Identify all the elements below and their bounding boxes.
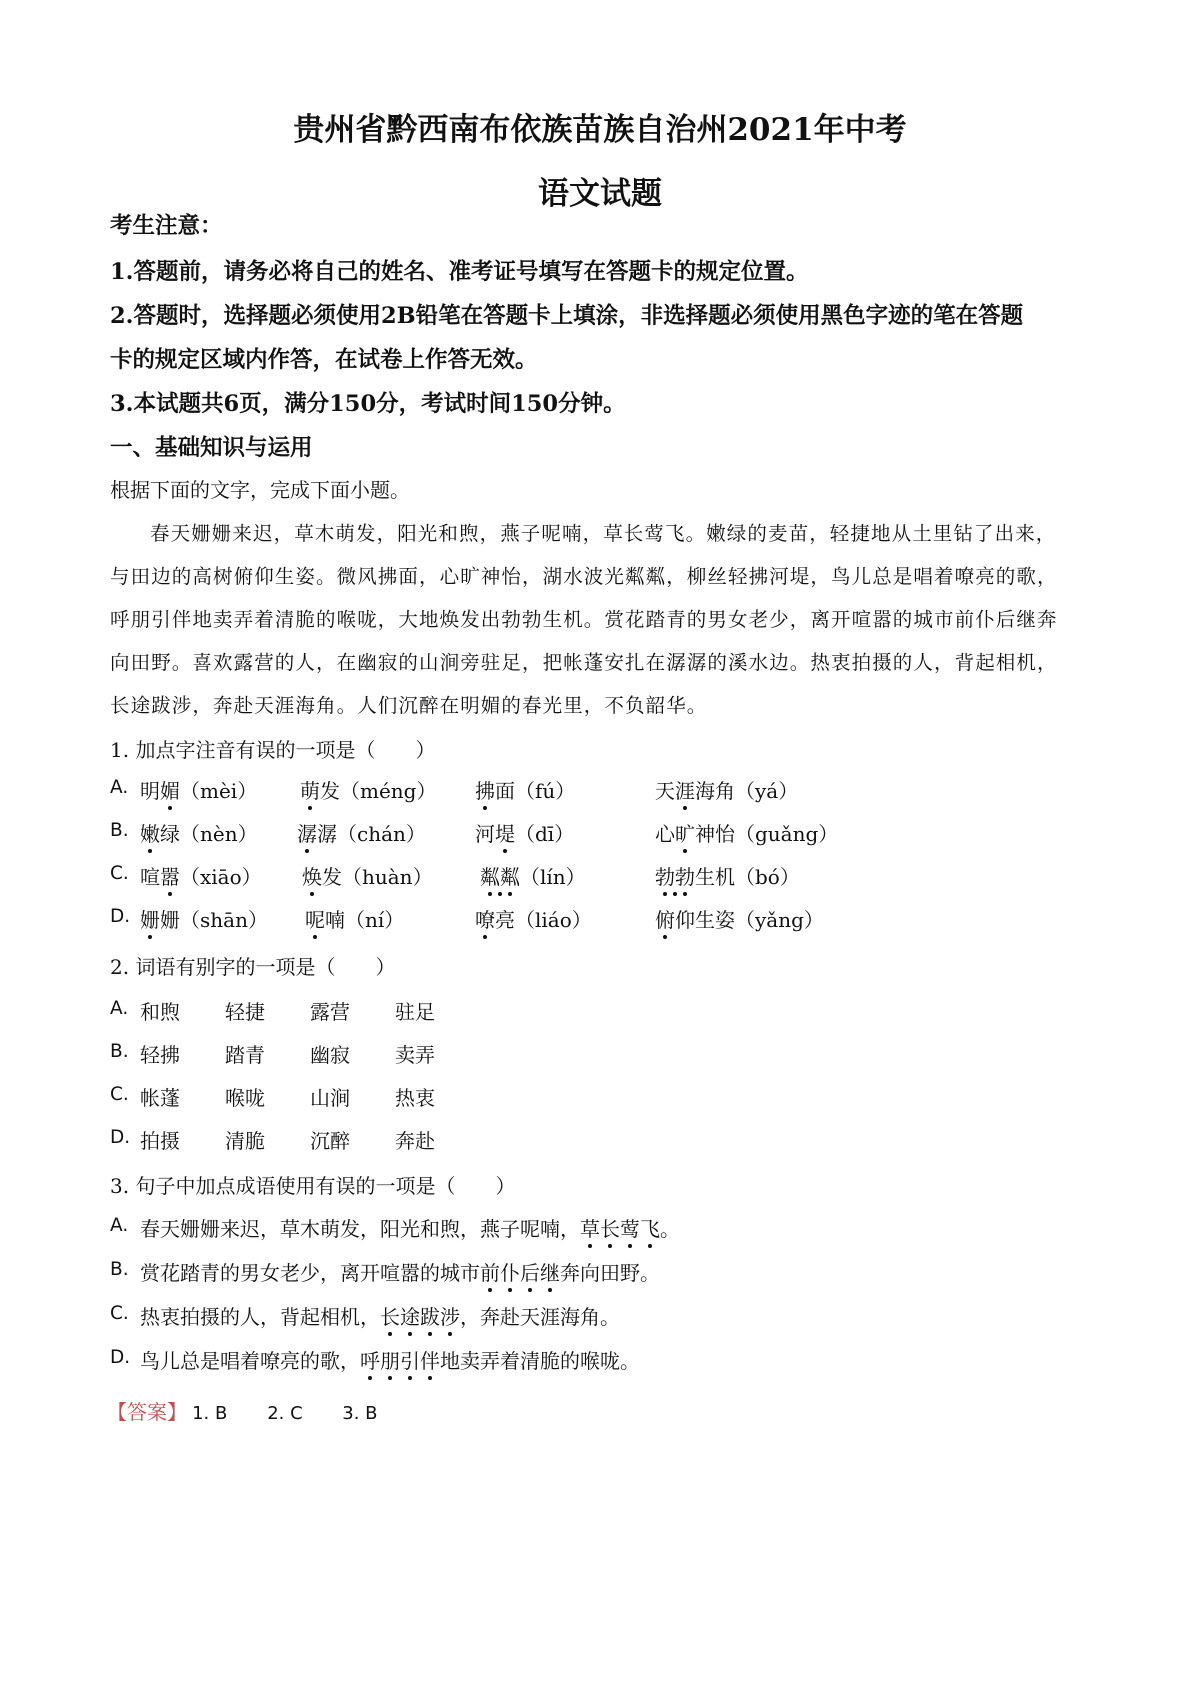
question-2-stem: 2. 词语有别字的一项是（ ） [110,955,396,979]
dotted-char: 跋 [420,1301,440,1330]
option-label: C. [110,1303,129,1324]
answer-value: 2. C [267,1403,303,1424]
dotted-char: 伴 [420,1345,440,1374]
option-item: 俯仰生姿（yǎng） [655,904,824,933]
option-word: 拍摄 [140,1129,180,1153]
answer-line [107,1396,378,1425]
question-1-stem: 1. 加点字注音有误的一项是（ ） [110,738,436,762]
option-word: 和煦 [140,1000,180,1024]
option-label: A. [110,998,129,1019]
section-heading: 一、基础知识与运用 [110,435,313,461]
option-label: D. [110,1127,131,1148]
question-3-stem: 3. 句子中加点成语使用有误的一项是（ ） [110,1174,516,1198]
option-item: 河堤（dī） [475,818,574,847]
option-item: 粼粼（lín） [480,861,586,890]
option-label: B. [110,820,129,841]
dotted-char: 后 [520,1257,540,1286]
dotted-idiom [360,1349,440,1373]
dotted-char: 长 [600,1213,620,1242]
dotted-char: 继 [540,1257,560,1286]
passage-line: 呼朋引伴地卖弄着清脆的喉咙，大地焕发出勃勃生机。赏花踏青的男女老少，离开喧嚣的城市前仆后继奔 [110,608,1058,631]
dotted-idiom [580,1217,660,1241]
notice-item-3: 3.本试题共6页，满分150分，考试时间150分钟。 [110,391,626,417]
option-word: 山涧 [310,1086,350,1110]
answer-tag: 【答案】 [107,1400,187,1424]
option-item: 明媚（mèi） [140,775,257,804]
option-label: B. [110,1041,129,1062]
option-item: 嘹亮（liáo） [475,904,592,933]
option-label: C. [110,863,129,884]
exam-title: 贵州省黔西南布依族苗族自治州2021年中考 [293,112,907,148]
option-word: 喉咙 [225,1086,265,1110]
dotted-char: 长 [380,1301,400,1330]
option-item: 拂面（fú） [475,775,575,804]
dotted-char: 粼 [480,861,500,890]
dotted-char: 呼 [360,1345,380,1374]
dotted-char: 仆 [500,1257,520,1286]
option-sentence: 鸟儿总是唱着嘹亮的歌，呼朋引伴地卖弄着清脆的喉咙。 [140,1345,640,1374]
option-word: 卖弄 [395,1043,435,1067]
option-item: 喧嚣（xiāo） [140,861,262,890]
notice-item-2-cont: 卡的规定区域内作答，在试卷上作答无效。 [110,347,538,373]
option-item: 呢喃（ní） [305,904,404,933]
option-item: 姗姗（shān） [140,904,268,933]
dotted-char: 引 [400,1345,420,1374]
dotted-char: 涉 [440,1301,460,1330]
dotted-char: 勃 [675,861,695,890]
passage-line: 向田野。喜欢露营的人，在幽寂的山涧旁驻足，把帐蓬安扎在潺潺的溪水边。热衷拍摄的人，背起相机， [110,651,1058,674]
option-label: A. [110,777,129,798]
option-word: 奔赴 [395,1129,435,1153]
dotted-idiom [480,1261,560,1285]
option-word: 沉醉 [310,1129,350,1153]
option-sentence: 春天姗姗来迟，草木萌发，阳光和煦，燕子呢喃，草长莺飞。 [140,1213,680,1242]
notice-item-1: 1.答题前，请务必将自己的姓名、准考证号填写在答题卡的规定位置。 [110,259,809,285]
option-word: 幽寂 [310,1043,350,1067]
option-item: 潺潺（chán） [297,818,426,847]
exam-subtitle: 语文试题 [538,176,662,212]
option-word: 驻足 [395,1000,435,1024]
dotted-char: 勃 [655,861,675,890]
option-item: 心旷神怡（guǎng） [655,818,838,847]
option-label: B. [110,1259,129,1280]
option-item: 勃勃生机（bó） [655,861,800,890]
option-item: 嫩绿（nèn） [140,818,258,847]
option-item: 焕发（huàn） [302,861,433,890]
dotted-char: 草 [580,1213,600,1242]
dotted-char: 前 [480,1257,500,1286]
option-word: 露营 [310,1000,350,1024]
dotted-char: 飞 [640,1213,660,1242]
option-word: 帐蓬 [140,1086,180,1110]
answer-value: 1. B [192,1403,228,1424]
option-word: 踏青 [225,1043,265,1067]
option-word: 轻拂 [140,1043,180,1067]
section-intro: 根据下面的文字，完成下面小题。 [110,478,410,502]
dotted-char: 粼 [500,861,520,890]
option-item: 萌发（méng） [300,775,436,804]
passage-line: 与田边的高树俯仰生姿。微风拂面，心旷神怡，湖水波光粼粼，柳丝轻拂河堤，鸟儿总是唱着嘹亮的歌， [110,565,1058,588]
option-label: C. [110,1084,129,1105]
notice-item-2: 2.答题时，选择题必须使用2B铅笔在答题卡上填涂，非选择题必须使用黑色字迹的笔在答题 [110,303,1024,329]
option-label: D. [110,1347,131,1368]
option-label: A. [110,1215,129,1236]
dotted-char: 途 [400,1301,420,1330]
option-item: 天涯海角（yá） [655,775,798,804]
option-label: D. [110,906,131,927]
option-word: 清脆 [225,1129,265,1153]
dotted-char: 莺 [620,1213,640,1242]
passage-line: 长途跋涉，奔赴天涯海角。人们沉醉在明媚的春光里，不负韶华。 [110,694,708,717]
dotted-idiom [380,1305,460,1329]
option-sentence: 热衷拍摄的人，背起相机，长途跋涉，奔赴天涯海角。 [140,1301,620,1330]
option-word: 热衷 [395,1086,435,1110]
dotted-char: 朋 [380,1345,400,1374]
passage-line: 春天姗姗来迟，草木萌发，阳光和煦，燕子呢喃，草长莺飞。嫩绿的麦苗，轻捷地从土里钻了出来， [150,522,1057,545]
option-word: 轻捷 [225,1000,265,1024]
option-sentence: 赏花踏青的男女老少，离开喧嚣的城市前仆后继奔向田野。 [140,1257,660,1286]
answer-value: 3. B [342,1403,378,1424]
notice-heading: 考生注意： [110,213,223,239]
